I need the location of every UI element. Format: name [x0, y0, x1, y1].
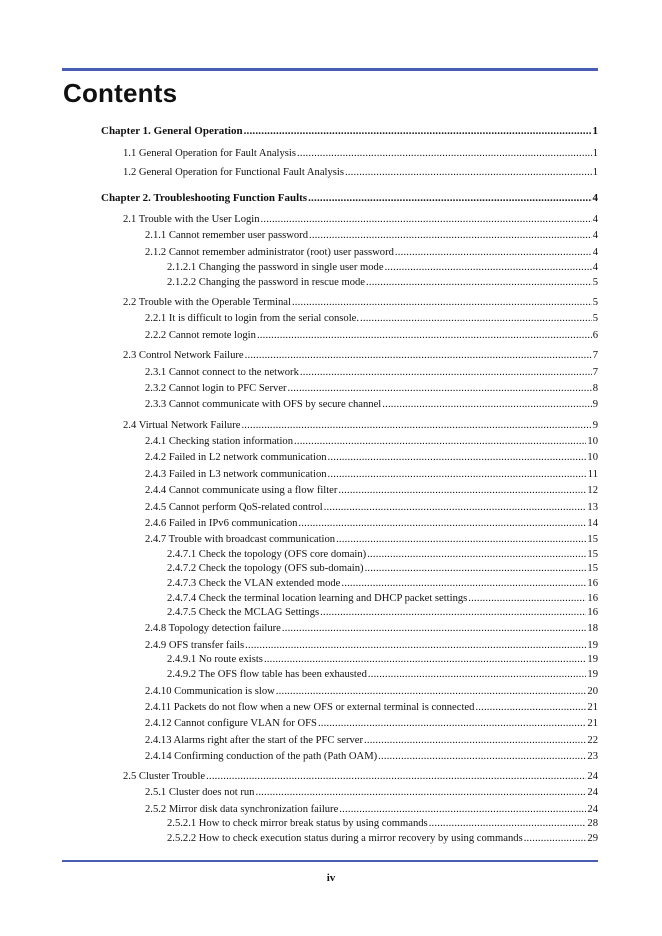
toc-entry-label: 2.3.2 Cannot login to PFC Server [145, 383, 287, 394]
toc-entry-page-number: 23 [587, 751, 598, 762]
toc-dot-leader [341, 577, 586, 590]
toc-dot-leader [288, 382, 592, 395]
toc-entry-label: 2.4.13 Alarms right after the start of the PFC server [145, 735, 364, 746]
toc-entry-page-number: 11 [587, 469, 598, 480]
toc-entry-page-number: 9 [592, 399, 598, 410]
toc-dot-leader [328, 451, 587, 464]
toc-entry-label: 1.2 General Operation for Functional Fault Analysis [123, 167, 344, 178]
toc-chapter-entry[interactable] [101, 192, 598, 205]
toc-dot-leader [245, 639, 586, 652]
toc-entry-page-number: 28 [587, 818, 598, 829]
toc-entry-label: 2.3 Control Network Failure [123, 350, 244, 361]
toc-entry-label: 2.1.2.2 Changing the password in rescue mode [167, 277, 366, 288]
toc-dot-leader [298, 517, 586, 530]
toc-entry-label: 2.4.8 Topology detection failure [145, 623, 281, 634]
toc-entry-page-number: 4 [592, 262, 598, 273]
toc-entry[interactable] [145, 382, 598, 395]
toc-entry-label: 2.4.10 Communication is slow [145, 686, 275, 697]
toc-dot-leader [297, 147, 592, 160]
toc-entry-label: 2.4.7.1 Check the topology (OFS core domain) [167, 549, 367, 560]
toc-entry[interactable] [145, 501, 598, 514]
toc-dot-leader [368, 668, 587, 681]
toc-entry[interactable] [145, 398, 598, 411]
toc-entry-page-number: 1 [592, 125, 598, 137]
toc-entry[interactable] [145, 734, 598, 747]
toc-entry[interactable] [167, 653, 598, 666]
toc-entry[interactable] [145, 451, 598, 464]
toc-entry-label: 2.5 Cluster Trouble [123, 771, 206, 782]
toc-dot-leader [385, 261, 592, 274]
toc-chapter-entry[interactable] [101, 125, 598, 138]
toc-entry-label: 2.4.12 Cannot configure VLAN for OFS [145, 718, 317, 729]
toc-entry-page-number: 4 [592, 192, 598, 204]
toc-dot-leader [206, 770, 586, 783]
toc-dot-leader [475, 701, 586, 714]
toc-dot-leader [282, 622, 587, 635]
toc-entry-page-number: 14 [587, 518, 598, 529]
toc-entry[interactable] [167, 562, 598, 575]
toc-entry[interactable] [123, 166, 598, 179]
toc-entry-label: 2.4.7.3 Check the VLAN extended mode [167, 578, 341, 589]
toc-entry[interactable] [123, 770, 598, 783]
toc-entry-page-number: 16 [587, 593, 598, 604]
toc-dot-leader [367, 548, 586, 561]
toc-entry-label: 2.1.2 Cannot remember administrator (root) user password [145, 247, 394, 258]
toc-entry-page-number: 12 [587, 485, 598, 496]
toc-entry-page-number: 6 [592, 330, 598, 341]
toc-dot-leader [294, 435, 586, 448]
toc-entry-page-number: 13 [587, 502, 598, 513]
toc-entry-page-number: 21 [587, 702, 598, 713]
toc-entry-page-number: 22 [587, 735, 598, 746]
toc-entry-label: 2.5.2.2 How to check execution status during a mirror recovery by using commands [167, 833, 523, 844]
toc-entry-label: 2.2 Trouble with the Operable Terminal [123, 297, 291, 308]
toc-entry[interactable] [145, 484, 598, 497]
toc-entry-page-number: 5 [592, 277, 598, 288]
toc-entry[interactable] [145, 517, 598, 530]
toc-entry[interactable] [167, 668, 598, 681]
toc-dot-leader [276, 685, 587, 698]
toc-entry[interactable] [145, 685, 598, 698]
toc-entry-label: 2.4.3 Failed in L3 network communication [145, 469, 327, 480]
toc-entry-label: 2.4.7 Trouble with broadcast communication [145, 534, 336, 545]
toc-entry[interactable] [145, 533, 598, 546]
toc-entry-label: 2.4.9.1 No route exists [167, 654, 263, 665]
toc-dot-leader [264, 653, 586, 666]
toc-entry[interactable] [167, 276, 598, 289]
toc-dot-leader [468, 592, 586, 605]
toc-entry-page-number: 18 [587, 623, 598, 634]
toc-dot-leader [257, 329, 592, 342]
toc-entry-page-number: 24 [587, 787, 598, 798]
toc-entry[interactable] [145, 246, 598, 259]
toc-entry[interactable] [145, 435, 598, 448]
toc-entry-page-number: 16 [587, 578, 598, 589]
toc-entry-page-number: 16 [587, 607, 598, 618]
toc-entry-label: 2.3.1 Cannot connect to the network [145, 367, 299, 378]
toc-dot-leader [318, 717, 586, 730]
toc-dot-leader [338, 484, 586, 497]
toc-entry-label: 1.1 General Operation for Fault Analysis [123, 148, 296, 159]
toc-dot-leader [255, 786, 586, 799]
toc-entry-label: 2.4.7.5 Check the MCLAG Settings [167, 607, 320, 618]
toc-entry-label: 2.4.11 Packets do not flow when a new OFS or external terminal is connected [145, 702, 475, 713]
toc-dot-leader [345, 166, 592, 179]
toc-entry[interactable] [145, 786, 598, 799]
toc-entry-label: Chapter 2. Troubleshooting Function Faults [101, 192, 308, 204]
toc-entry[interactable] [123, 147, 598, 160]
toc-entry[interactable] [123, 419, 598, 432]
toc-entry-page-number: 4 [592, 247, 598, 258]
toc-dot-leader [320, 606, 586, 619]
toc-entry-page-number: 24 [587, 804, 598, 815]
toc-dot-leader [382, 398, 591, 411]
toc-entry-label: 2.4.14 Confirming conduction of the path (Path OAM) [145, 751, 378, 762]
toc-entry-page-number: 5 [592, 313, 598, 324]
toc-entry[interactable] [145, 717, 598, 730]
toc-dot-leader [395, 246, 592, 259]
toc-entry-page-number: 21 [587, 718, 598, 729]
toc-entry-page-number: 5 [592, 297, 598, 308]
toc-entry-page-number: 24 [587, 771, 598, 782]
toc-entry[interactable] [145, 701, 598, 714]
toc-entry-page-number: 10 [587, 436, 598, 447]
toc-entry-label: 2.4.9.2 The OFS flow table has been exhausted [167, 669, 367, 680]
toc-entry-page-number: 9 [592, 420, 598, 431]
toc-entry-page-number: 19 [587, 654, 598, 665]
toc-entry[interactable] [167, 261, 598, 274]
toc-entry-label: 2.3.3 Cannot communicate with OFS by secure channel [145, 399, 382, 410]
toc-dot-leader [339, 803, 586, 816]
toc-entry[interactable] [145, 312, 598, 325]
toc-dot-leader [524, 832, 587, 845]
toc-entry-page-number: 10 [587, 452, 598, 463]
toc-entry[interactable] [145, 639, 598, 652]
toc-entry-page-number: 1 [592, 167, 598, 178]
bottom-rule [62, 860, 598, 862]
toc-entry[interactable] [145, 229, 598, 242]
toc-entry-label: 2.5.1 Cluster does not run [145, 787, 255, 798]
toc-entry-label: 2.4.9 OFS transfer fails [145, 640, 245, 651]
toc-entry-label: 2.1.1 Cannot remember user password [145, 230, 308, 241]
toc-dot-leader [308, 192, 591, 205]
toc-entry-label: 2.1.2.1 Changing the password in single user mode [167, 262, 384, 273]
toc-entry-page-number: 7 [592, 350, 598, 361]
toc-dot-leader [245, 349, 592, 362]
toc-entry-label: Chapter 1. General Operation [101, 125, 243, 137]
toc-dot-leader [300, 366, 592, 379]
toc-entry-page-number: 8 [592, 383, 598, 394]
toc-entry[interactable] [145, 803, 598, 816]
toc-dot-leader [364, 734, 586, 747]
toc-entry-page-number: 19 [587, 669, 598, 680]
toc-entry-label: 2.2.1 It is difficult to login from the serial console. [145, 313, 359, 324]
toc-dot-leader [336, 533, 586, 546]
toc-entry-label: 2.2.2 Cannot remote login [145, 330, 256, 341]
toc-entry-page-number: 7 [592, 367, 598, 378]
toc-dot-leader [244, 125, 592, 138]
toc-entry-label: 2.1 Trouble with the User Login [123, 214, 260, 225]
toc-entry[interactable] [145, 468, 598, 481]
toc-dot-leader [328, 468, 587, 481]
toc-entry-label: 2.4.4 Cannot communicate using a flow filter [145, 485, 338, 496]
toc-dot-leader [309, 229, 592, 242]
page-title: Contents [63, 78, 178, 108]
toc-dot-leader [429, 817, 587, 830]
footer-page-number: iv [326, 872, 336, 884]
toc-entry[interactable] [145, 622, 598, 635]
toc-dot-leader [366, 276, 592, 289]
toc-entry-page-number: 15 [587, 563, 598, 574]
toc-dot-leader [261, 213, 592, 226]
toc-entry-page-number: 15 [587, 534, 598, 545]
toc-entry-label: 2.5.2.1 How to check mirror break status by using commands [167, 818, 428, 829]
toc-entry[interactable] [145, 366, 598, 379]
toc-entry[interactable] [167, 832, 598, 845]
toc-dot-leader [360, 312, 592, 325]
toc-entry[interactable] [167, 817, 598, 830]
toc-entry-page-number: 19 [587, 640, 598, 651]
toc-entry-label: 2.4.7.4 Check the terminal location learning and DHCP packet settings [167, 593, 468, 604]
toc-entry-page-number: 20 [587, 686, 598, 697]
toc-dot-leader [324, 501, 587, 514]
toc-entry-label: 2.4 Virtual Network Failure [123, 420, 241, 431]
toc-entry[interactable] [167, 592, 598, 605]
toc-entry-label: 2.4.2 Failed in L2 network communication [145, 452, 327, 463]
toc-entry[interactable] [145, 329, 598, 342]
toc-entry[interactable] [123, 296, 598, 309]
toc-dot-leader [365, 562, 587, 575]
toc-entry[interactable] [123, 349, 598, 362]
toc-dot-leader [241, 419, 591, 432]
toc-entry-label: 2.4.5 Cannot perform QoS-related control [145, 502, 323, 513]
toc-entry[interactable] [167, 577, 598, 590]
toc-entry-label: 2.4.6 Failed in IPv6 communication [145, 518, 298, 529]
toc-entry-label: 2.4.7.2 Check the topology (OFS sub-domain) [167, 563, 364, 574]
toc-entry[interactable] [167, 548, 598, 561]
toc-entry[interactable] [167, 606, 598, 619]
toc-entry-page-number: 29 [587, 833, 598, 844]
toc-entry-page-number: 4 [592, 214, 598, 225]
toc-entry[interactable] [145, 750, 598, 763]
toc-entry-page-number: 15 [587, 549, 598, 560]
toc-entry-label: 2.4.1 Checking station information [145, 436, 293, 447]
toc-dot-leader [292, 296, 592, 309]
toc-dot-leader [378, 750, 586, 763]
toc-entry-page-number: 4 [592, 230, 598, 241]
toc-entry[interactable] [123, 213, 598, 226]
toc-entry-label: 2.5.2 Mirror disk data synchronization failure [145, 804, 339, 815]
toc-entry-page-number: 1 [592, 148, 598, 159]
